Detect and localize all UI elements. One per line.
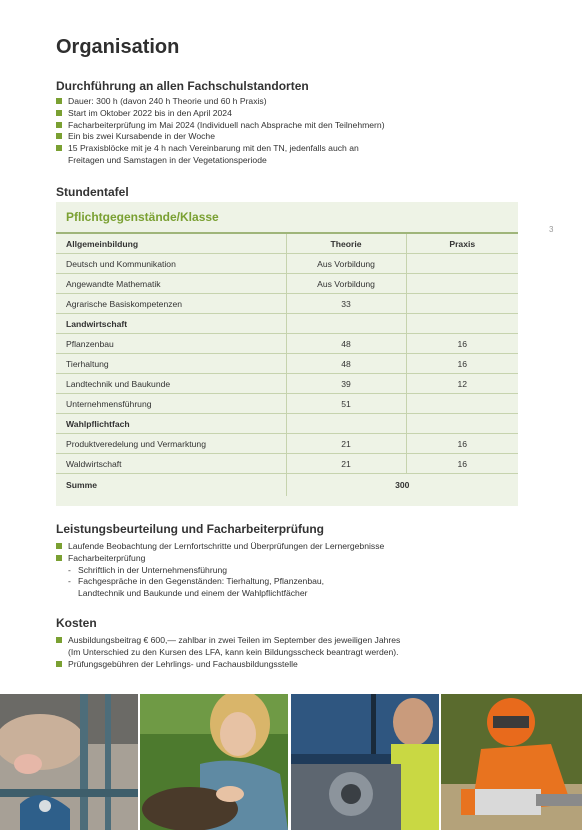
cell-subject: Unternehmensführung: [56, 394, 286, 414]
section-title-leistung: Leistungsbeurteilung und Facharbeiterprüfung: [56, 522, 325, 536]
cell-praxis: [406, 394, 518, 414]
table-row: [56, 294, 518, 314]
list-item: 15 Praxisblöcke mit je 4 h nach Vereinbarung mit den TN, jedenfalls auch an Freitagen und Samstagen in der Vegetationsperiode: [56, 143, 486, 167]
cell-theorie: 48: [286, 334, 406, 354]
bullet-square-icon: [56, 98, 62, 104]
summe-value: 300: [286, 474, 518, 497]
table-row: [56, 374, 518, 394]
bullet-square-icon: [56, 145, 62, 151]
table-row: [56, 454, 518, 474]
cell-subject: Agrarische Basiskompetenzen: [56, 294, 286, 314]
table-row: [56, 334, 518, 354]
cell-praxis: 16: [406, 354, 518, 374]
list-item: Start im Oktober 2022 bis in den April 2024: [56, 108, 486, 120]
sublist-item: - Fachgespräche in den Gegenständen: Tierhaltung, Pflanzenbau, Landtechnik und Baukunde und einem der Wahlpflichtfächer: [68, 576, 325, 599]
bullet-square-icon: [56, 637, 62, 643]
chainsaw-forestry-photo: [441, 694, 582, 830]
list-item: Laufende Beobachtung der Lernfortschritte und Überprüfungen der Lernergebnisse: [56, 541, 486, 553]
header-praxis: Praxis: [406, 233, 518, 254]
page-title: Organisation: [56, 36, 180, 58]
list-item: Ausbildungsbeitrag € 600,— zahlbar in zwei Teilen im September des jeweiligen Jahres (Im Unterschied zu den Kursen des LFA, kann kein Bildungsscheck beantragt werden).: [56, 635, 486, 659]
list-item: Prüfungsgebühren der Lehrlings- und Fachausbildungsstelle: [56, 659, 486, 671]
cell-theorie: 51: [286, 394, 406, 414]
cell-praxis: [406, 294, 518, 314]
cell-subject: Tierhaltung: [56, 354, 286, 374]
header-theorie: Theorie: [286, 233, 406, 254]
cell-theorie: Aus Vorbildung: [286, 254, 406, 274]
table-group-row: [56, 314, 518, 334]
woman-inspecting-soil-photo: [140, 694, 288, 830]
stundentafel-box: [56, 202, 518, 506]
cell-theorie: 39: [286, 374, 406, 394]
table-row: [56, 254, 518, 274]
table-caption: Pflichtgegenstände/Klasse: [66, 210, 219, 224]
bullet-square-icon: [56, 122, 62, 128]
cell-subject: Waldwirtschaft: [56, 454, 286, 474]
section-title-kosten: Kosten: [56, 616, 97, 630]
cell-subject: Produktveredelung und Vermarktung: [56, 434, 286, 454]
cell-praxis: [406, 274, 518, 294]
list-item: Dauer: 300 h (davon 240 h Theorie und 60 h Praxis): [56, 96, 486, 108]
table-group-row: [56, 414, 518, 434]
page-number: 3: [549, 225, 554, 234]
cell-praxis: 12: [406, 374, 518, 394]
group-landwirtschaft: Landwirtschaft: [56, 314, 286, 334]
cell-theorie: 21: [286, 434, 406, 454]
leistung-list: [56, 541, 486, 600]
stundentafel-table: [56, 232, 518, 496]
table-header-row: [56, 233, 518, 254]
table-row: [56, 394, 518, 414]
sublist: [68, 565, 486, 600]
cell-theorie: Aus Vorbildung: [286, 274, 406, 294]
bullet-square-icon: [56, 555, 62, 561]
sublist-item: - Schriftlich in der Unternehmensführung: [68, 564, 228, 575]
cell-praxis: 16: [406, 454, 518, 474]
table-summe-row: [56, 474, 518, 497]
list-item: Facharbeiterprüfung im Mai 2024 (Individuell nach Absprache mit den Teilnehmern): [56, 120, 486, 132]
cell-theorie: 48: [286, 354, 406, 374]
cell-subject: Landtechnik und Baukunde: [56, 374, 286, 394]
cell-theorie: 33: [286, 294, 406, 314]
table-row: [56, 434, 518, 454]
cell-praxis: [406, 254, 518, 274]
section-title-durchfuehrung: Durchführung an allen Fachschulstandorten: [56, 79, 309, 93]
section-title-stundentafel: Stundentafel: [56, 185, 129, 199]
table-row: [56, 274, 518, 294]
cell-theorie: 21: [286, 454, 406, 474]
list-item: Facharbeiterprüfung - Schriftlich in der Unternehmensführung - Fachgespräche in den Gegenständen: Tierhaltung, Pflanzenbau, Landtechnik und Baukunde und einem der Wahlpflichtfächer: [56, 553, 486, 600]
cell-subject: Angewandte Mathematik: [56, 274, 286, 294]
photo-strip: [0, 694, 582, 830]
cell-praxis: 16: [406, 334, 518, 354]
header-allgemeinbildung: Allgemeinbildung: [56, 233, 286, 254]
cell-subject: Deutsch und Kommunikation: [56, 254, 286, 274]
cell-praxis: 16: [406, 434, 518, 454]
bullet-square-icon: [56, 133, 62, 139]
table-row: [56, 354, 518, 374]
kosten-list: [56, 635, 486, 670]
durchfuehrung-list: [56, 96, 486, 167]
bullet-square-icon: [56, 543, 62, 549]
list-item: Ein bis zwei Kursabende in der Woche: [56, 131, 486, 143]
bullet-square-icon: [56, 661, 62, 667]
group-wahlpflichtfach: Wahlpflichtfach: [56, 414, 286, 434]
cell-subject: Pflanzenbau: [56, 334, 286, 354]
dairy-cow-milking-photo: [0, 694, 138, 830]
summe-label: Summe: [56, 474, 286, 497]
bullet-square-icon: [56, 110, 62, 116]
young-man-with-machine-photo: [291, 694, 439, 830]
